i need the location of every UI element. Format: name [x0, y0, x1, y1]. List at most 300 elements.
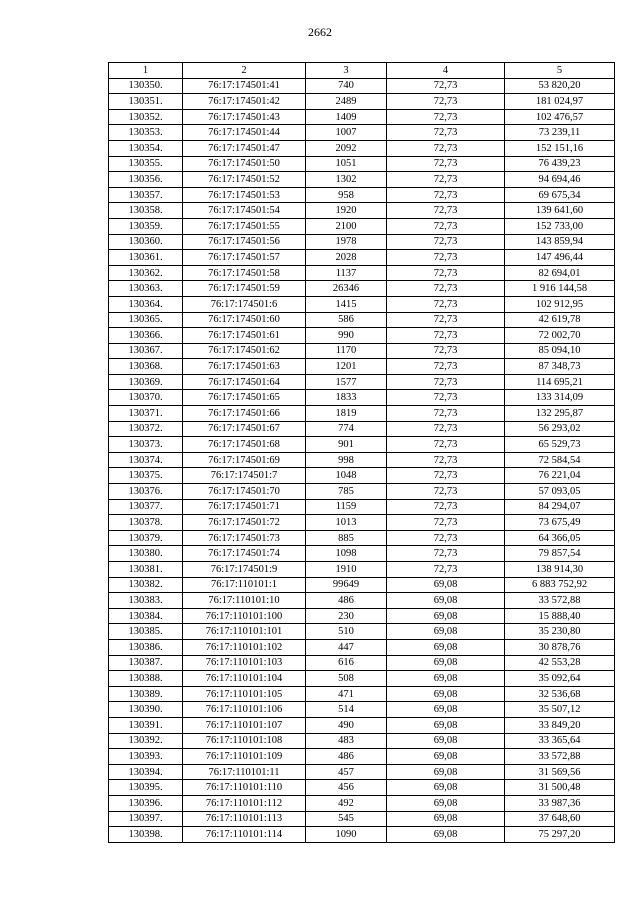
- row-number-cell: 130352.: [109, 109, 183, 125]
- area-cell: 230: [306, 608, 387, 624]
- value-cell: 76 221,04: [505, 468, 615, 484]
- rate-cell: 72,73: [387, 530, 505, 546]
- rate-cell: 69,08: [387, 780, 505, 796]
- cadastral-number-cell: 76:17:174501:41: [183, 78, 306, 94]
- rate-cell: 72,73: [387, 406, 505, 422]
- table-row: [109, 764, 615, 780]
- table-row: [109, 250, 615, 266]
- row-number-cell: 130388.: [109, 671, 183, 687]
- area-cell: 1051: [306, 156, 387, 172]
- table-row: [109, 156, 615, 172]
- cadastral-number-cell: 76:17:174501:7: [183, 468, 306, 484]
- cadastral-number-cell: 76:17:110101:104: [183, 671, 306, 687]
- value-cell: 94 694,46: [505, 172, 615, 188]
- rate-cell: 72,73: [387, 94, 505, 110]
- cadastral-number-cell: 76:17:174501:61: [183, 328, 306, 344]
- rate-cell: 69,08: [387, 702, 505, 718]
- value-cell: 152 151,16: [505, 140, 615, 156]
- cadastral-number-cell: 76:17:110101:10: [183, 593, 306, 609]
- rate-cell: 72,73: [387, 452, 505, 468]
- rate-cell: 69,08: [387, 717, 505, 733]
- row-number-cell: 130356.: [109, 172, 183, 188]
- cadastral-number-cell: 76:17:110101:103: [183, 655, 306, 671]
- rate-cell: 69,08: [387, 655, 505, 671]
- area-cell: 508: [306, 671, 387, 687]
- table-row: [109, 593, 615, 609]
- table-row: [109, 624, 615, 640]
- rate-cell: 72,73: [387, 203, 505, 219]
- value-cell: 102 476,57: [505, 109, 615, 125]
- column-header-3: 3: [306, 63, 387, 79]
- row-number-cell: 130376.: [109, 484, 183, 500]
- row-number-cell: 130369.: [109, 374, 183, 390]
- table-row: [109, 499, 615, 515]
- area-cell: 483: [306, 733, 387, 749]
- area-cell: 486: [306, 749, 387, 765]
- rate-cell: 72,73: [387, 156, 505, 172]
- table-row: [109, 717, 615, 733]
- cadastral-number-cell: 76:17:174501:50: [183, 156, 306, 172]
- rate-cell: 72,73: [387, 234, 505, 250]
- value-cell: 33 572,88: [505, 593, 615, 609]
- cadastral-number-cell: 76:17:174501:62: [183, 343, 306, 359]
- row-number-cell: 130360.: [109, 234, 183, 250]
- value-cell: 79 857,54: [505, 546, 615, 562]
- row-number-cell: 130368.: [109, 359, 183, 375]
- rate-cell: 72,73: [387, 515, 505, 531]
- area-cell: 492: [306, 795, 387, 811]
- table-row: [109, 328, 615, 344]
- area-cell: 1170: [306, 343, 387, 359]
- cadastral-number-cell: 76:17:174501:59: [183, 281, 306, 297]
- table-row: [109, 234, 615, 250]
- value-cell: 1 916 144,58: [505, 281, 615, 297]
- row-number-cell: 130373.: [109, 437, 183, 453]
- rate-cell: 72,73: [387, 172, 505, 188]
- rate-cell: 72,73: [387, 390, 505, 406]
- rate-cell: 72,73: [387, 296, 505, 312]
- value-cell: 85 094,10: [505, 343, 615, 359]
- rate-cell: 69,08: [387, 764, 505, 780]
- row-number-cell: 130357.: [109, 187, 183, 203]
- table-row: [109, 827, 615, 843]
- row-number-cell: 130364.: [109, 296, 183, 312]
- rate-cell: 69,08: [387, 624, 505, 640]
- area-cell: 486: [306, 593, 387, 609]
- table-row: [109, 733, 615, 749]
- value-cell: 138 914,30: [505, 562, 615, 578]
- cadastral-number-cell: 76:17:174501:53: [183, 187, 306, 203]
- rate-cell: 72,73: [387, 484, 505, 500]
- cadastral-number-cell: 76:17:174501:6: [183, 296, 306, 312]
- area-cell: 2092: [306, 140, 387, 156]
- column-header-4: 4: [387, 63, 505, 79]
- rate-cell: 72,73: [387, 140, 505, 156]
- row-number-cell: 130382.: [109, 577, 183, 593]
- table-row: [109, 795, 615, 811]
- cadastral-number-cell: 76:17:174501:60: [183, 312, 306, 328]
- row-number-cell: 130371.: [109, 406, 183, 422]
- rate-cell: 72,73: [387, 499, 505, 515]
- table-row: [109, 343, 615, 359]
- area-cell: 616: [306, 655, 387, 671]
- table-row: [109, 608, 615, 624]
- area-cell: 456: [306, 780, 387, 796]
- value-cell: 42 619,78: [505, 312, 615, 328]
- row-number-cell: 130398.: [109, 827, 183, 843]
- row-number-cell: 130372.: [109, 421, 183, 437]
- row-number-cell: 130378.: [109, 515, 183, 531]
- table-row: [109, 109, 615, 125]
- row-number-cell: 130366.: [109, 328, 183, 344]
- rate-cell: 72,73: [387, 187, 505, 203]
- area-cell: 1910: [306, 562, 387, 578]
- value-cell: 32 536,68: [505, 686, 615, 702]
- row-number-cell: 130392.: [109, 733, 183, 749]
- row-number-cell: 130358.: [109, 203, 183, 219]
- row-number-cell: 130393.: [109, 749, 183, 765]
- table-body: [109, 78, 615, 842]
- data-table: [108, 62, 615, 843]
- area-cell: 1013: [306, 515, 387, 531]
- area-cell: 885: [306, 530, 387, 546]
- row-number-cell: 130359.: [109, 218, 183, 234]
- table-row: [109, 484, 615, 500]
- rate-cell: 72,73: [387, 421, 505, 437]
- cadastral-number-cell: 76:17:110101:110: [183, 780, 306, 796]
- area-cell: 774: [306, 421, 387, 437]
- value-cell: 53 820,20: [505, 78, 615, 94]
- row-number-cell: 130353.: [109, 125, 183, 141]
- table-header-row: [109, 63, 615, 79]
- area-cell: 490: [306, 717, 387, 733]
- area-cell: 1137: [306, 265, 387, 281]
- rate-cell: 69,08: [387, 577, 505, 593]
- area-cell: 785: [306, 484, 387, 500]
- row-number-cell: 130377.: [109, 499, 183, 515]
- area-cell: 1577: [306, 374, 387, 390]
- row-number-cell: 130397.: [109, 811, 183, 827]
- cadastral-number-cell: 76:17:174501:9: [183, 562, 306, 578]
- rate-cell: 72,73: [387, 281, 505, 297]
- cadastral-number-cell: 76:17:174501:58: [183, 265, 306, 281]
- row-number-cell: 130363.: [109, 281, 183, 297]
- table-row: [109, 281, 615, 297]
- rate-cell: 72,73: [387, 328, 505, 344]
- area-cell: 545: [306, 811, 387, 827]
- row-number-cell: 130394.: [109, 764, 183, 780]
- table-row: [109, 406, 615, 422]
- value-cell: 31 500,48: [505, 780, 615, 796]
- area-cell: 471: [306, 686, 387, 702]
- cadastral-number-cell: 76:17:174501:57: [183, 250, 306, 266]
- cadastral-number-cell: 76:17:110101:107: [183, 717, 306, 733]
- rate-cell: 69,08: [387, 811, 505, 827]
- value-cell: 73 675,49: [505, 515, 615, 531]
- table-row: [109, 421, 615, 437]
- row-number-cell: 130389.: [109, 686, 183, 702]
- area-cell: 1978: [306, 234, 387, 250]
- rate-cell: 69,08: [387, 608, 505, 624]
- table-row: [109, 780, 615, 796]
- value-cell: 56 293,02: [505, 421, 615, 437]
- cadastral-number-cell: 76:17:110101:114: [183, 827, 306, 843]
- value-cell: 132 295,87: [505, 406, 615, 422]
- value-cell: 82 694,01: [505, 265, 615, 281]
- cadastral-number-cell: 76:17:174501:68: [183, 437, 306, 453]
- value-cell: 114 695,21: [505, 374, 615, 390]
- value-cell: 72 584,54: [505, 452, 615, 468]
- rate-cell: 72,73: [387, 312, 505, 328]
- table-row: [109, 530, 615, 546]
- cadastral-number-cell: 76:17:174501:69: [183, 452, 306, 468]
- table-row: [109, 296, 615, 312]
- value-cell: 69 675,34: [505, 187, 615, 203]
- area-cell: 901: [306, 437, 387, 453]
- rate-cell: 72,73: [387, 359, 505, 375]
- area-cell: 26346: [306, 281, 387, 297]
- value-cell: 152 733,00: [505, 218, 615, 234]
- cadastral-number-cell: 76:17:110101:113: [183, 811, 306, 827]
- value-cell: 139 641,60: [505, 203, 615, 219]
- row-number-cell: 130350.: [109, 78, 183, 94]
- cadastral-number-cell: 76:17:174501:73: [183, 530, 306, 546]
- value-cell: 33 365,64: [505, 733, 615, 749]
- rate-cell: 69,08: [387, 795, 505, 811]
- cadastral-number-cell: 76:17:174501:67: [183, 421, 306, 437]
- area-cell: 958: [306, 187, 387, 203]
- value-cell: 15 888,40: [505, 608, 615, 624]
- table-row: [109, 452, 615, 468]
- cadastral-number-cell: 76:17:110101:1: [183, 577, 306, 593]
- table-row: [109, 359, 615, 375]
- cadastral-number-cell: 76:17:110101:101: [183, 624, 306, 640]
- rate-cell: 72,73: [387, 546, 505, 562]
- area-cell: 1920: [306, 203, 387, 219]
- row-number-cell: 130370.: [109, 390, 183, 406]
- row-number-cell: 130395.: [109, 780, 183, 796]
- row-number-cell: 130387.: [109, 655, 183, 671]
- rate-cell: 69,08: [387, 827, 505, 843]
- table-row: [109, 140, 615, 156]
- cadastral-number-cell: 76:17:174501:52: [183, 172, 306, 188]
- row-number-cell: 130354.: [109, 140, 183, 156]
- value-cell: 133 314,09: [505, 390, 615, 406]
- area-cell: 1409: [306, 109, 387, 125]
- value-cell: 33 849,20: [505, 717, 615, 733]
- area-cell: 1302: [306, 172, 387, 188]
- table-row: [109, 671, 615, 687]
- table-row: [109, 811, 615, 827]
- rate-cell: 72,73: [387, 78, 505, 94]
- rate-cell: 69,08: [387, 733, 505, 749]
- cadastral-number-cell: 76:17:174501:63: [183, 359, 306, 375]
- row-number-cell: 130362.: [109, 265, 183, 281]
- cadastral-number-cell: 76:17:110101:100: [183, 608, 306, 624]
- value-cell: 147 496,44: [505, 250, 615, 266]
- cadastral-number-cell: 76:17:174501:64: [183, 374, 306, 390]
- row-number-cell: 130383.: [109, 593, 183, 609]
- cadastral-number-cell: 76:17:110101:105: [183, 686, 306, 702]
- value-cell: 84 294,07: [505, 499, 615, 515]
- value-cell: 87 348,73: [505, 359, 615, 375]
- value-cell: 64 366,05: [505, 530, 615, 546]
- cadastral-number-cell: 76:17:174501:54: [183, 203, 306, 219]
- area-cell: 1098: [306, 546, 387, 562]
- cadastral-number-cell: 76:17:174501:71: [183, 499, 306, 515]
- cadastral-number-cell: 76:17:110101:109: [183, 749, 306, 765]
- value-cell: 37 648,60: [505, 811, 615, 827]
- table-row: [109, 265, 615, 281]
- cadastral-number-cell: 76:17:110101:106: [183, 702, 306, 718]
- rate-cell: 69,08: [387, 749, 505, 765]
- area-cell: 1159: [306, 499, 387, 515]
- table-row: [109, 172, 615, 188]
- area-cell: 1415: [306, 296, 387, 312]
- column-header-1: 1: [109, 63, 183, 79]
- rate-cell: 69,08: [387, 593, 505, 609]
- table-row: [109, 94, 615, 110]
- table-row: [109, 655, 615, 671]
- area-cell: 586: [306, 312, 387, 328]
- area-cell: 514: [306, 702, 387, 718]
- table-row: [109, 390, 615, 406]
- rate-cell: 69,08: [387, 639, 505, 655]
- table-row: [109, 639, 615, 655]
- rate-cell: 69,08: [387, 671, 505, 687]
- rate-cell: 69,08: [387, 686, 505, 702]
- row-number-cell: 130384.: [109, 608, 183, 624]
- value-cell: 143 859,94: [505, 234, 615, 250]
- table-row: [109, 546, 615, 562]
- rate-cell: 72,73: [387, 343, 505, 359]
- area-cell: 1833: [306, 390, 387, 406]
- row-number-cell: 130355.: [109, 156, 183, 172]
- column-header-5: 5: [505, 63, 615, 79]
- table-row: [109, 749, 615, 765]
- value-cell: 65 529,73: [505, 437, 615, 453]
- cadastral-number-cell: 76:17:174501:56: [183, 234, 306, 250]
- value-cell: 35 507,12: [505, 702, 615, 718]
- table-row: [109, 686, 615, 702]
- cadastral-number-cell: 76:17:174501:65: [183, 390, 306, 406]
- value-cell: 31 569,56: [505, 764, 615, 780]
- rate-cell: 72,73: [387, 109, 505, 125]
- rate-cell: 72,73: [387, 125, 505, 141]
- row-number-cell: 130375.: [109, 468, 183, 484]
- row-number-cell: 130386.: [109, 639, 183, 655]
- area-cell: 1819: [306, 406, 387, 422]
- area-cell: 2028: [306, 250, 387, 266]
- area-cell: 990: [306, 328, 387, 344]
- cadastral-number-cell: 76:17:174501:43: [183, 109, 306, 125]
- row-number-cell: 130385.: [109, 624, 183, 640]
- table-row: [109, 218, 615, 234]
- value-cell: 33 987,36: [505, 795, 615, 811]
- cadastral-number-cell: 76:17:174501:70: [183, 484, 306, 500]
- table-row: [109, 515, 615, 531]
- rate-cell: 72,73: [387, 218, 505, 234]
- cadastral-number-cell: 76:17:174501:42: [183, 94, 306, 110]
- rate-cell: 72,73: [387, 468, 505, 484]
- cadastral-number-cell: 76:17:174501:74: [183, 546, 306, 562]
- row-number-cell: 130379.: [109, 530, 183, 546]
- area-cell: 998: [306, 452, 387, 468]
- area-cell: 1048: [306, 468, 387, 484]
- area-cell: 1201: [306, 359, 387, 375]
- cadastral-number-cell: 76:17:110101:112: [183, 795, 306, 811]
- rate-cell: 72,73: [387, 265, 505, 281]
- table-row: [109, 78, 615, 94]
- table-row: [109, 203, 615, 219]
- row-number-cell: 130390.: [109, 702, 183, 718]
- rate-cell: 72,73: [387, 374, 505, 390]
- value-cell: 33 572,88: [505, 749, 615, 765]
- cadastral-number-cell: 76:17:174501:47: [183, 140, 306, 156]
- value-cell: 102 912,95: [505, 296, 615, 312]
- cadastral-number-cell: 76:17:174501:44: [183, 125, 306, 141]
- row-number-cell: 130391.: [109, 717, 183, 733]
- page-number: 2662: [308, 25, 332, 39]
- column-header-2: 2: [183, 63, 306, 79]
- cadastral-number-cell: 76:17:174501:66: [183, 406, 306, 422]
- value-cell: 42 553,28: [505, 655, 615, 671]
- row-number-cell: 130365.: [109, 312, 183, 328]
- table-row: [109, 702, 615, 718]
- value-cell: 72 002,70: [505, 328, 615, 344]
- rate-cell: 72,73: [387, 562, 505, 578]
- cadastral-number-cell: 76:17:174501:55: [183, 218, 306, 234]
- value-cell: 35 092,64: [505, 671, 615, 687]
- table-row: [109, 187, 615, 203]
- area-cell: 740: [306, 78, 387, 94]
- area-cell: 2100: [306, 218, 387, 234]
- value-cell: 6 883 752,92: [505, 577, 615, 593]
- area-cell: 2489: [306, 94, 387, 110]
- value-cell: 181 024,97: [505, 94, 615, 110]
- area-cell: 1090: [306, 827, 387, 843]
- row-number-cell: 130380.: [109, 546, 183, 562]
- area-cell: 99649: [306, 577, 387, 593]
- rate-cell: 72,73: [387, 250, 505, 266]
- row-number-cell: 130351.: [109, 94, 183, 110]
- row-number-cell: 130367.: [109, 343, 183, 359]
- value-cell: 30 878,76: [505, 639, 615, 655]
- value-cell: 76 439,23: [505, 156, 615, 172]
- rate-cell: 72,73: [387, 437, 505, 453]
- table-row: [109, 562, 615, 578]
- value-cell: 57 093,05: [505, 484, 615, 500]
- cadastral-number-cell: 76:17:110101:11: [183, 764, 306, 780]
- value-cell: 35 230,80: [505, 624, 615, 640]
- table-row: [109, 468, 615, 484]
- value-cell: 75 297,20: [505, 827, 615, 843]
- area-cell: 447: [306, 639, 387, 655]
- table-row: [109, 437, 615, 453]
- cadastral-number-cell: 76:17:174501:72: [183, 515, 306, 531]
- table-row: [109, 374, 615, 390]
- row-number-cell: 130396.: [109, 795, 183, 811]
- cadastral-number-cell: 76:17:110101:102: [183, 639, 306, 655]
- value-cell: 73 239,11: [505, 125, 615, 141]
- table-row: [109, 577, 615, 593]
- table-row: [109, 125, 615, 141]
- row-number-cell: 130381.: [109, 562, 183, 578]
- cadastral-number-cell: 76:17:110101:108: [183, 733, 306, 749]
- table-row: [109, 312, 615, 328]
- area-cell: 1007: [306, 125, 387, 141]
- row-number-cell: 130361.: [109, 250, 183, 266]
